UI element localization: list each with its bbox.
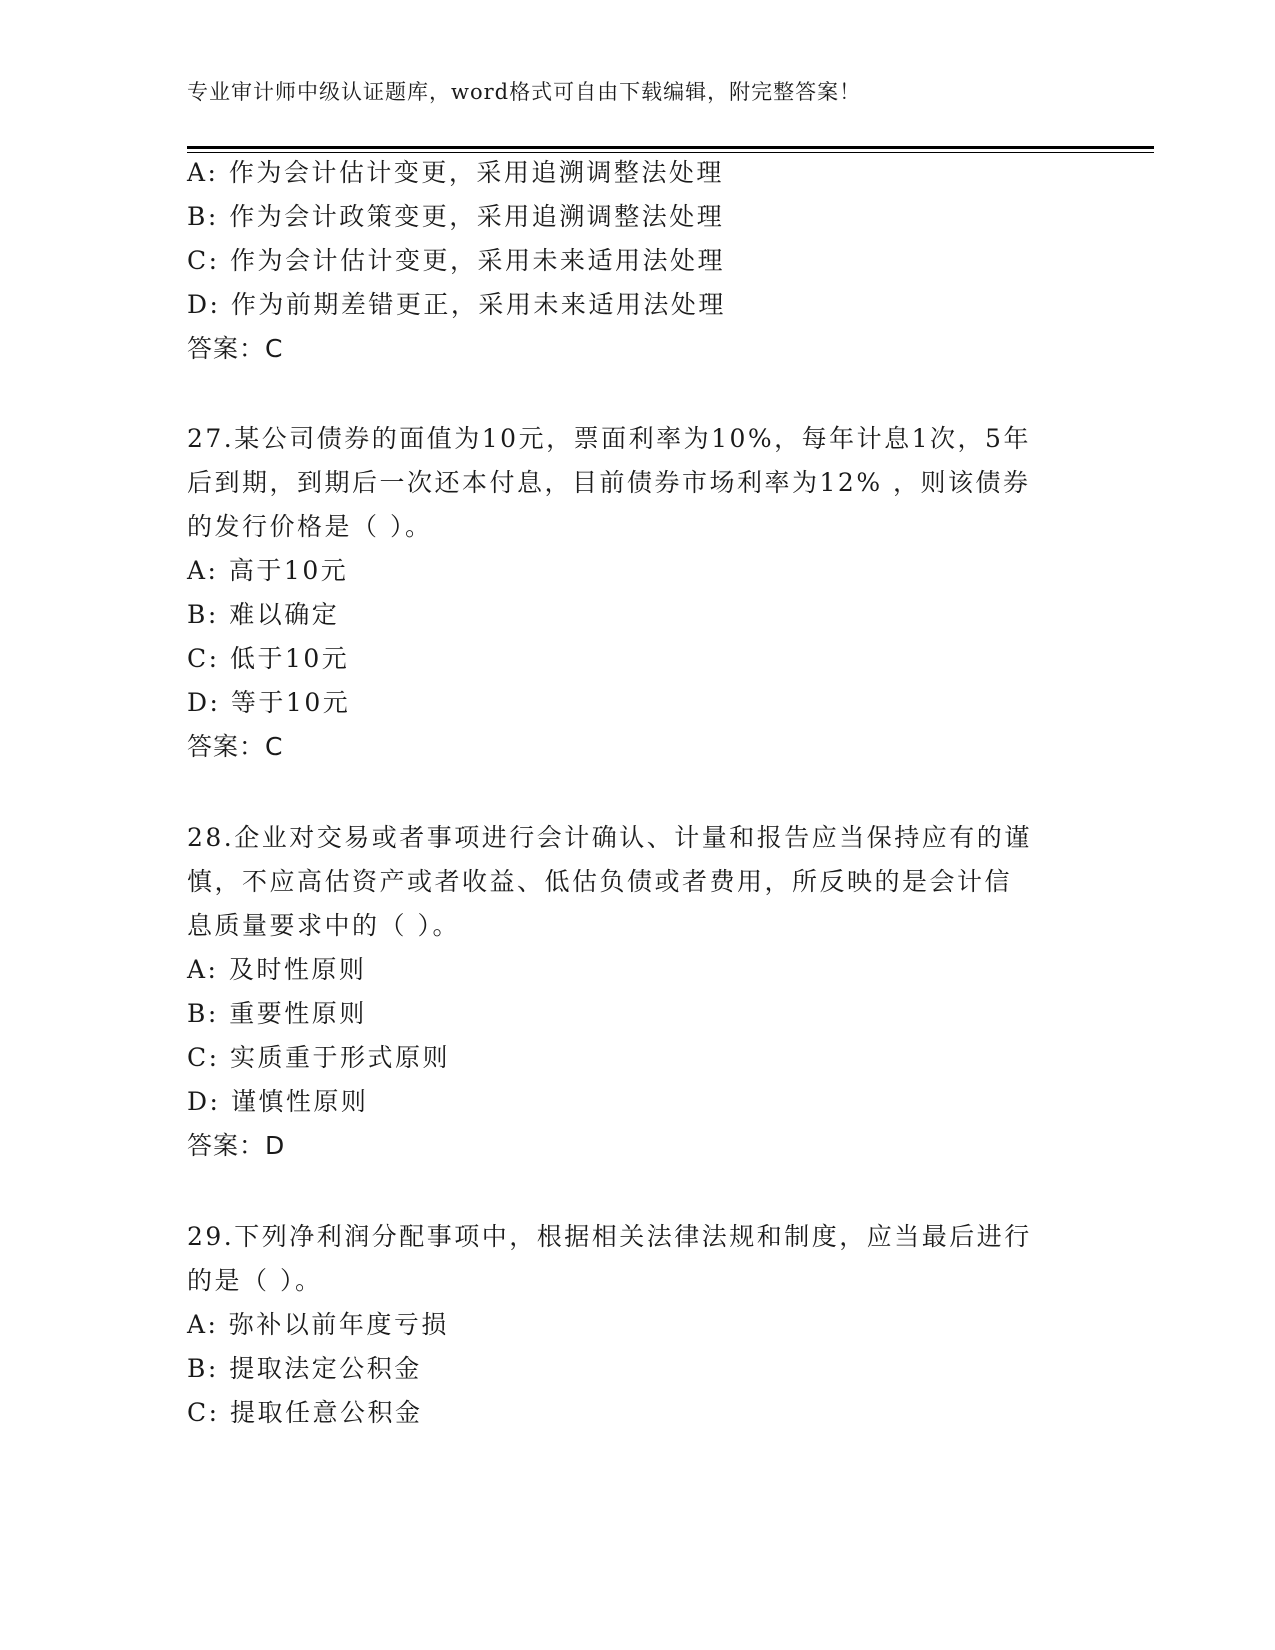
q27-option-b: B: 难以确定 xyxy=(187,600,340,629)
q26-answer: 答案：C xyxy=(187,334,284,363)
q26-option-b: B: 作为会计政策变更，采用追溯调整法处理 xyxy=(187,202,725,231)
q28-option-b: B: 重要性原则 xyxy=(187,999,367,1028)
q27-option-c: C: 低于10元 xyxy=(187,644,350,673)
q28-stem-line-3: 息质量要求中的（ ）。 xyxy=(187,911,460,940)
q28-stem-line-2: 慎，不应高估资产或者收益、低估负债或者费用，所反映的是会计信 xyxy=(187,867,1013,896)
q27-stem-line-2: 后到期，到期后一次还本付息，目前债券市场利率为12% ，则该债券 xyxy=(187,468,1031,497)
header-divider-thick xyxy=(187,146,1154,149)
q27-stem-line-1: 27.某公司债券的面值为10元，票面利率为10%，每年计息1次，5年 xyxy=(187,424,1031,453)
page-header: 专业审计师中级认证题库，word格式可自由下载编辑，附完整答案！ xyxy=(187,80,862,104)
q27-option-d: D: 等于10元 xyxy=(187,688,351,717)
q29-option-a: A: 弥补以前年度亏损 xyxy=(187,1310,449,1339)
q28-option-a: A: 及时性原则 xyxy=(187,955,367,984)
q29-option-b: B: 提取法定公积金 xyxy=(187,1354,422,1383)
q27-answer: 答案：C xyxy=(187,732,284,761)
q29-stem-line-1: 29.下列净利润分配事项中，根据相关法律法规和制度，应当最后进行 xyxy=(187,1222,1032,1251)
q28-option-c: C: 实质重于形式原则 xyxy=(187,1043,450,1072)
q26-option-d: D: 作为前期差错更正，采用未来适用法处理 xyxy=(187,290,726,319)
q27-option-a: A: 高于10元 xyxy=(187,556,349,585)
q28-stem-line-1: 28.企业对交易或者事项进行会计确认、计量和报告应当保持应有的谨 xyxy=(187,823,1032,852)
q26-option-a: A: 作为会计估计变更，采用追溯调整法处理 xyxy=(187,158,724,187)
header-divider-thin xyxy=(187,152,1154,153)
q28-option-d: D: 谨慎性原则 xyxy=(187,1087,369,1116)
q29-stem-line-2: 的是（ ）。 xyxy=(187,1266,323,1295)
q26-option-c: C: 作为会计估计变更，采用未来适用法处理 xyxy=(187,246,725,275)
q28-answer: 答案：D xyxy=(187,1131,286,1160)
q27-stem-line-3: 的发行价格是（ ）。 xyxy=(187,512,433,541)
q29-option-c: C: 提取任意公积金 xyxy=(187,1398,423,1427)
